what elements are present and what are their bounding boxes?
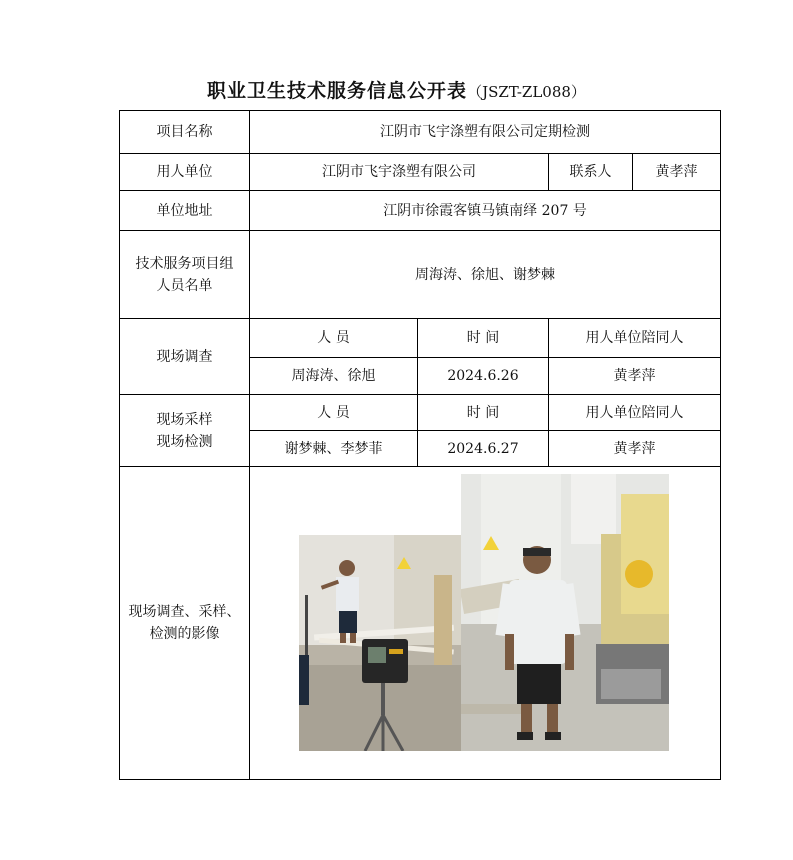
team-label-line1: 技术服务项目组 xyxy=(135,255,234,272)
sampling-header-personnel: 人 员 xyxy=(250,395,418,431)
images-label xyxy=(120,467,250,780)
site-photo-survey xyxy=(299,535,461,751)
contact-value: 黄孝萍 xyxy=(633,154,721,191)
sampling-personnel: 谢梦棘、李梦菲 xyxy=(250,431,418,467)
sampling-label xyxy=(120,395,250,467)
survey-time: 2024.6.26 xyxy=(418,358,549,395)
sampling-escort: 黄孝萍 xyxy=(549,431,721,467)
sampling-time: 2024.6.27 xyxy=(418,431,549,467)
address-value: 江阴市徐霞客镇马镇南绎 207 号 xyxy=(250,191,721,231)
row-sampling-header xyxy=(120,395,721,431)
survey-header-personnel: 人 员 xyxy=(250,319,418,358)
sampling-header-escort: 用人单位陪同人 xyxy=(549,395,721,431)
row-employer xyxy=(120,154,721,191)
row-address xyxy=(120,191,721,231)
project-name-value: 江阴市飞宇涤塑有限公司定期检测 xyxy=(250,111,721,154)
survey-header-escort: 用人单位陪同人 xyxy=(549,319,721,358)
project-name-label: 项目名称 xyxy=(120,111,250,154)
survey-label: 现场调查 xyxy=(120,319,250,395)
sampling-header-time: 时 间 xyxy=(418,395,549,431)
employer-label: 用人单位 xyxy=(120,154,250,191)
site-photo-sampling xyxy=(461,474,669,751)
row-team xyxy=(120,231,721,319)
images-label-line2: 检测的影像 xyxy=(149,626,220,642)
title-code: （JSZT-ZL088） xyxy=(467,83,586,101)
survey-escort: 黄孝萍 xyxy=(549,358,721,395)
employer-value: 江阴市飞宇涤塑有限公司 xyxy=(250,154,549,191)
images-label-line1: 现场调查、采样、 xyxy=(128,604,241,620)
contact-label: 联系人 xyxy=(549,154,633,191)
survey-header-time: 时 间 xyxy=(418,319,549,358)
row-survey-header xyxy=(120,319,721,358)
sampling-label-line1: 现场采样 xyxy=(156,411,213,428)
team-label xyxy=(120,231,250,319)
document-title xyxy=(0,76,793,103)
title-main: 职业卫生技术服务信息公开表 xyxy=(207,80,468,102)
team-label-line2: 人员名单 xyxy=(156,277,213,294)
team-value: 周海涛、徐旭、谢梦棘 xyxy=(250,231,721,319)
survey-personnel: 周海涛、徐旭 xyxy=(250,358,418,395)
address-label: 单位地址 xyxy=(120,191,250,231)
sampling-label-line2: 现场检测 xyxy=(156,433,213,450)
row-project-name xyxy=(120,111,721,154)
